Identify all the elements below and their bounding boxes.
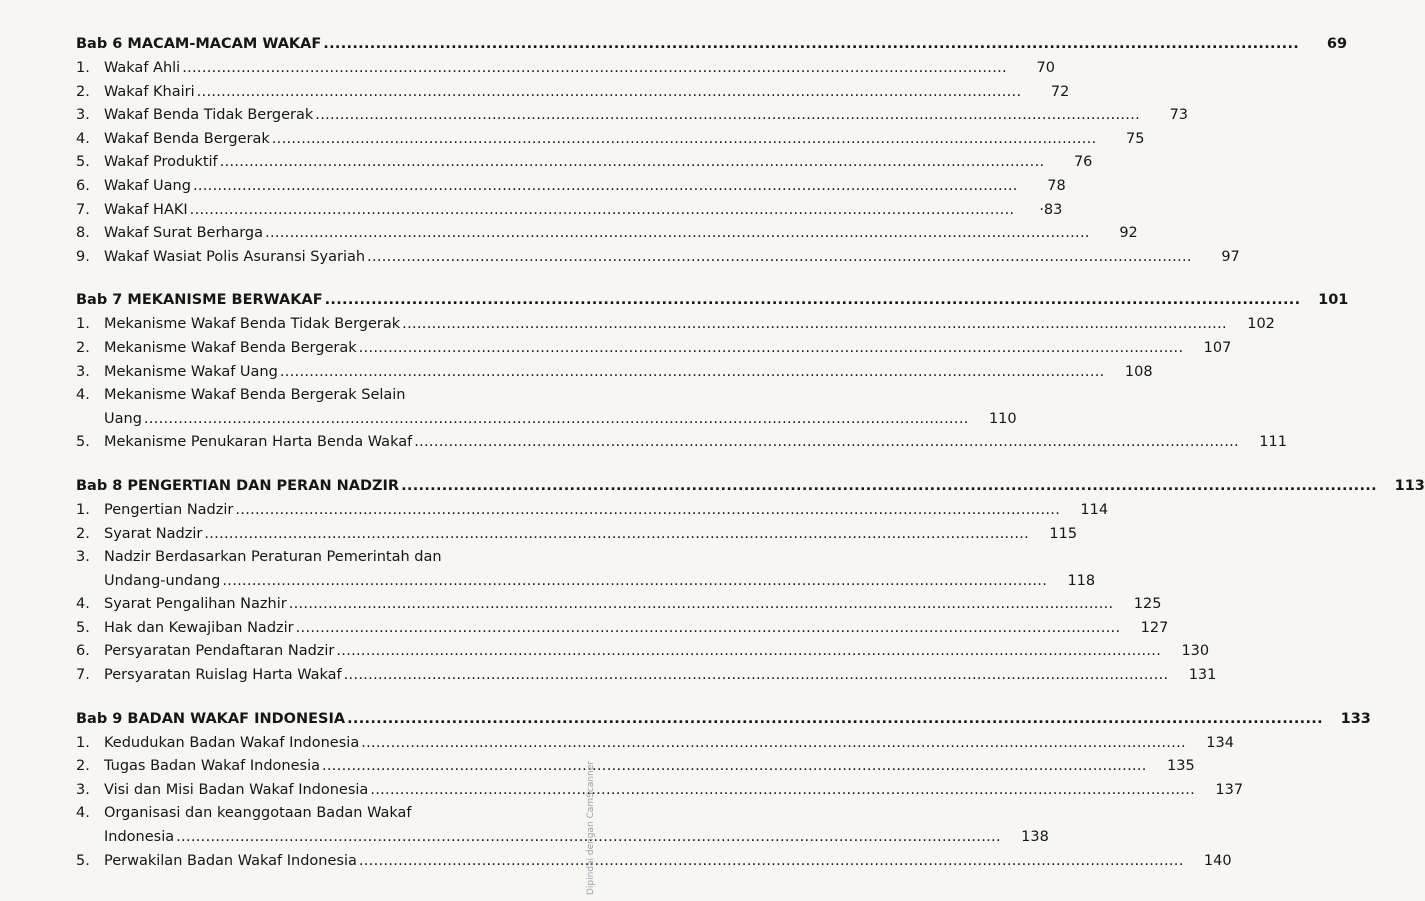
entry-title: Hak dan Kewajiban Nadzir	[104, 619, 294, 636]
entry-page-number: 72	[1050, 83, 1070, 100]
entry-body	[104, 549, 1095, 596]
entry-line	[104, 643, 1209, 667]
toc-entry	[76, 248, 1240, 273]
entry-body	[104, 202, 1062, 226]
entry-page-number: 140	[1203, 852, 1232, 869]
dot-leader	[265, 225, 1090, 241]
entry-title: Kedudukan Badan Wakaf Indonesia	[104, 734, 360, 751]
entry-line	[104, 667, 1216, 691]
entry-line	[104, 340, 1231, 364]
entry-line	[104, 107, 1188, 131]
toc-entry	[76, 549, 1096, 596]
entry-body	[104, 434, 1287, 458]
entry-body	[104, 154, 1092, 178]
entry-number: 6.	[76, 643, 90, 660]
toc-entry	[76, 201, 1063, 226]
entry-number: 5.	[76, 852, 90, 869]
chapter-page-number: 101	[1318, 292, 1349, 309]
toc-entry	[76, 734, 1234, 759]
toc-entry	[76, 852, 1232, 877]
entry-title: Persyaratan Ruislag Harta Wakaf	[104, 667, 342, 684]
entry-page-number: 102	[1247, 316, 1275, 333]
dot-leader	[193, 178, 1018, 194]
entry-title-line-2: Indonesia	[104, 829, 175, 846]
entry-body	[104, 225, 1138, 249]
toc-entry	[76, 501, 1109, 526]
dot-leader	[336, 643, 1161, 659]
entry-number: 4.	[76, 596, 90, 613]
entry-page-number: 130	[1181, 643, 1210, 660]
toc-entry	[76, 130, 1145, 155]
entry-line	[104, 316, 1275, 340]
dot-leader	[144, 411, 969, 427]
dot-leader	[197, 84, 1022, 100]
entry-page-number: 97	[1221, 248, 1240, 265]
entry-page-number: ·83	[1039, 201, 1063, 218]
entry-title: Wakaf Ahli	[104, 60, 181, 76]
entry-line	[104, 620, 1168, 644]
dot-leader	[367, 249, 1192, 265]
chapter-title: Bab 9 BADAN WAKAF INDONESIA	[76, 710, 346, 727]
entry-page-number: 134	[1206, 734, 1234, 751]
entry-number: 2.	[76, 525, 90, 542]
chapter-page-number: 69	[1326, 36, 1348, 52]
entry-page-number: 111	[1259, 434, 1287, 451]
entry-number: 5.	[76, 434, 90, 451]
toc-entry	[76, 643, 1210, 667]
entry-title: Persyaratan Pendaftaran Nadzir	[104, 643, 335, 660]
entry-title: Visi dan Misi Badan Wakaf Indonesia	[104, 781, 369, 798]
entry-title-line-2-row	[104, 829, 1049, 853]
dot-leader	[359, 853, 1184, 869]
dot-leader	[315, 107, 1140, 123]
entry-title-line-2-row	[104, 573, 1095, 597]
entry-body	[104, 316, 1275, 340]
chapter-heading	[76, 710, 1371, 735]
entry-title: Pengertian Nadzir	[104, 501, 234, 518]
entry-number: 2.	[76, 83, 90, 100]
dot-leader	[323, 36, 1299, 52]
dot-leader	[190, 202, 1015, 218]
entry-number: 9.	[76, 248, 90, 265]
entry-number: 4.	[76, 387, 90, 404]
entry-body	[104, 340, 1231, 364]
entry-page-number: 137	[1215, 781, 1244, 798]
toc-entry	[76, 60, 1055, 84]
toc-entry	[76, 781, 1244, 806]
entry-title: Mekanisme Penukaran Harta Benda Wakaf	[104, 434, 413, 451]
entry-title: Mekanisme Wakaf Benda Tidak Bergerak	[104, 316, 401, 333]
entry-title: Syarat Pengalihan Nazhir	[104, 596, 287, 613]
dot-leader	[347, 711, 1323, 727]
dot-leader	[402, 316, 1227, 332]
dot-leader	[359, 340, 1184, 356]
toc-entry	[76, 525, 1078, 550]
chapter-title: Bab 6 MACAM-MACAM WAKAF	[76, 36, 322, 52]
toc-entry	[76, 339, 1232, 364]
dot-leader	[222, 573, 1047, 589]
chapter-title: Bab 7 MEKANISME BERWAKAF	[76, 292, 323, 309]
chapter-heading	[76, 477, 1425, 502]
entry-number: 1.	[76, 60, 90, 76]
entry-page-number: 70	[1036, 60, 1055, 76]
entry-page-number: 78	[1047, 177, 1066, 194]
entry-number: 5.	[76, 619, 90, 636]
entry-number: 4.	[76, 805, 90, 822]
entry-title: Wakaf Produktif	[104, 154, 218, 171]
entry-number: 5.	[76, 154, 90, 171]
entry-body	[104, 805, 1049, 852]
entry-title: Mekanisme Wakaf Benda Bergerak	[104, 339, 357, 356]
chapter-page-number: 133	[1340, 710, 1371, 727]
toc-entry	[76, 225, 1138, 249]
entry-page-number: 107	[1203, 339, 1232, 356]
entry-number: 1.	[76, 316, 90, 333]
entry-number: 1.	[76, 734, 90, 751]
entry-line	[104, 202, 1062, 226]
entry-number: 8.	[76, 225, 90, 242]
toc-entry	[76, 107, 1189, 131]
entry-page-number: 115	[1049, 525, 1078, 542]
entry-body	[104, 758, 1195, 782]
entry-line	[104, 782, 1243, 806]
entry-line	[104, 758, 1195, 782]
entry-line	[104, 434, 1287, 458]
dot-leader	[370, 782, 1195, 798]
toc-entry	[76, 387, 1017, 434]
entry-body	[104, 596, 1161, 620]
entry-title: Wakaf Benda Bergerak	[104, 130, 270, 147]
entry-title: Syarat Nadzir	[104, 525, 203, 542]
entry-number: 3.	[76, 363, 90, 380]
entry-body	[104, 643, 1209, 667]
entry-body	[104, 178, 1066, 202]
chapter-section	[76, 292, 1349, 458]
entry-number: 4.	[76, 130, 90, 147]
entry-line	[104, 735, 1234, 759]
entry-title: Wakaf HAKI	[104, 201, 188, 218]
chapter-section	[76, 477, 1425, 691]
entry-page-number: 114	[1080, 501, 1109, 518]
entry-line	[104, 853, 1232, 877]
entry-number: 2.	[76, 758, 90, 775]
entry-page-number: 75	[1126, 130, 1145, 147]
camscanner-watermark: Dipindai dengan CamScanner	[586, 760, 596, 895]
toc-entry	[76, 83, 1070, 108]
dot-leader	[220, 154, 1045, 170]
entry-page-number: 138	[1021, 829, 1049, 846]
entry-page-number: 118	[1067, 572, 1096, 589]
dot-leader	[325, 292, 1301, 308]
entry-line	[104, 502, 1108, 526]
entry-number: 7.	[76, 201, 90, 218]
entry-body	[104, 526, 1077, 550]
entry-body	[104, 387, 1017, 434]
toc-entry	[76, 596, 1162, 620]
entry-page-number: 127	[1140, 619, 1169, 636]
entry-line	[104, 526, 1077, 550]
entry-number: 2.	[76, 339, 90, 356]
entry-body	[104, 502, 1108, 526]
entry-line	[104, 596, 1161, 620]
dot-leader	[235, 502, 1060, 518]
entry-page-number: 125	[1133, 596, 1162, 613]
entry-body	[104, 84, 1069, 108]
dot-leader	[182, 60, 1007, 76]
entry-page-number: 135	[1167, 758, 1195, 775]
entry-line	[104, 249, 1240, 273]
toc-entry	[76, 758, 1195, 782]
entry-number: 3.	[76, 107, 90, 124]
dot-leader	[289, 596, 1114, 612]
chapter-section	[76, 36, 1348, 272]
entry-title-line-2: Undang-undang	[104, 572, 221, 589]
toc-entry	[76, 154, 1093, 178]
entry-title: Wakaf Surat Berharga	[104, 225, 264, 242]
entry-title: Wakaf Benda Tidak Bergerak	[104, 107, 314, 124]
entry-number: 7.	[76, 667, 90, 684]
entry-title: Wakaf Uang	[104, 177, 191, 194]
entry-page-number: 131	[1188, 667, 1217, 684]
entry-page-number: 92	[1119, 225, 1138, 242]
toc-entry	[76, 434, 1287, 458]
entry-title: Perwakilan Badan Wakaf Indonesia	[104, 852, 357, 869]
entry-body	[104, 107, 1188, 131]
entry-body	[104, 60, 1055, 84]
dot-leader	[361, 735, 1186, 751]
entry-body	[104, 782, 1243, 806]
chapter-title: Bab 8 PENGERTIAN DAN PERAN NADZIR	[76, 477, 400, 494]
dot-leader	[296, 620, 1121, 636]
entry-line	[104, 84, 1069, 108]
entry-title-line-1: Nadzir Berdasarkan Peraturan Pemerintah dan	[104, 549, 442, 566]
dot-leader	[401, 478, 1377, 494]
dot-leader	[414, 434, 1239, 450]
toc-entry	[76, 805, 1049, 852]
dot-leader	[204, 526, 1029, 542]
entry-title-line-2-row	[104, 411, 1017, 435]
entry-number: 1.	[76, 501, 90, 518]
entry-title: Mekanisme Wakaf Uang	[104, 363, 278, 380]
dot-leader	[322, 758, 1147, 774]
dot-leader	[280, 364, 1105, 380]
toc-entry	[76, 316, 1275, 340]
dot-leader	[344, 667, 1169, 683]
toc-entry	[76, 667, 1217, 691]
dot-leader	[272, 131, 1097, 147]
toc-entry	[76, 177, 1066, 202]
entry-body	[104, 620, 1168, 644]
toc-entry	[76, 363, 1153, 388]
entry-title: Wakaf Khairi	[104, 83, 195, 100]
entry-line	[104, 60, 1055, 84]
entry-title-line-2: Uang	[104, 410, 142, 427]
entry-page-number: 76	[1073, 154, 1093, 171]
entry-body	[104, 667, 1216, 691]
entry-number: 3.	[76, 781, 90, 798]
chapter-page-number: 113	[1394, 477, 1425, 494]
entry-body	[104, 735, 1234, 759]
entry-page-number: 73	[1169, 107, 1189, 124]
chapter-heading	[76, 292, 1349, 316]
entry-body	[104, 853, 1232, 877]
entry-title-line-1: Mekanisme Wakaf Benda Bergerak Selain	[104, 387, 406, 404]
entry-body	[104, 131, 1144, 155]
chapter-heading	[76, 36, 1348, 60]
entry-line	[104, 178, 1066, 202]
entry-body	[104, 364, 1153, 388]
entry-page-number: 110	[988, 410, 1017, 427]
entry-page-number: 108	[1124, 363, 1153, 380]
entry-body	[104, 249, 1240, 273]
toc-entry	[76, 619, 1169, 644]
entry-number: 3.	[76, 549, 90, 566]
entry-number: 6.	[76, 177, 90, 194]
entry-line	[104, 364, 1153, 388]
entry-line	[104, 131, 1144, 155]
entry-title: Tugas Badan Wakaf Indonesia	[104, 758, 320, 775]
entry-title: Wakaf Wasiat Polis Asuransi Syariah	[104, 248, 366, 265]
entry-line	[104, 154, 1092, 178]
entry-line	[104, 225, 1138, 249]
entry-title-line-1: Organisasi dan keanggotaan Badan Wakaf	[104, 805, 412, 822]
